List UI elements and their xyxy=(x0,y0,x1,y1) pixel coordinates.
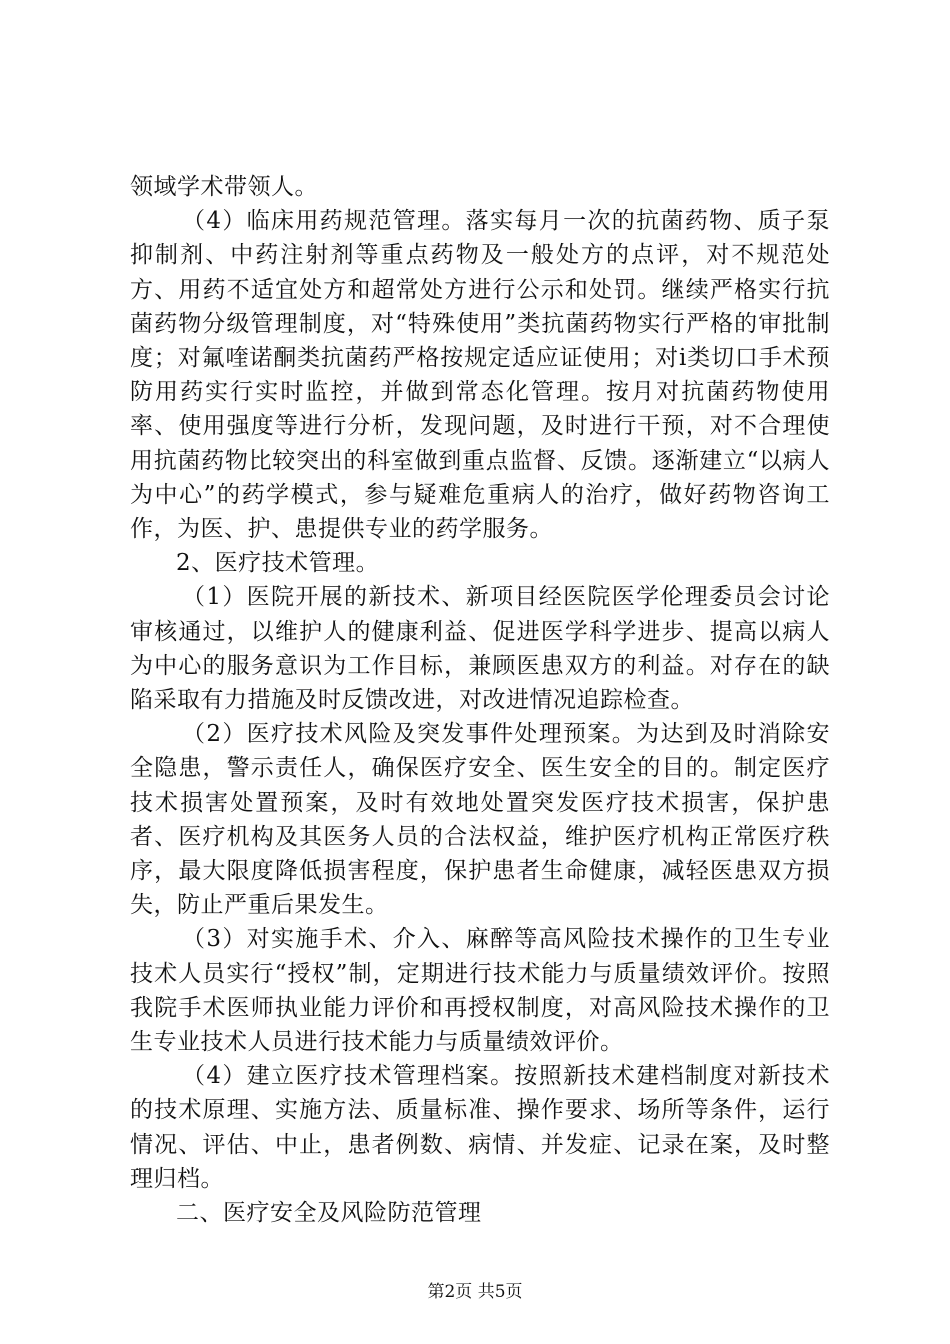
section-heading-medical-technology: 2、医疗技术管理。 xyxy=(176,550,380,577)
paragraph-continuation: 领域学术带领人。 xyxy=(130,174,318,200)
paragraph-new-technology-review: （1）医院开展的新技术、新项目经医院医学伦理委员会讨论审核通过，以维护人的健康利益、促进医学科学进步、提高以病人为中心的服务意识为工作目标，兼顾医患双方的利益。对存在的缺陷采取有力措施及时反馈改进，对改进情况追踪检查。 xyxy=(130,584,830,714)
section-heading-safety-risk: 二、医疗安全及风险防范管理 xyxy=(176,1200,482,1227)
page-footer: 第2页 共5页 xyxy=(427,1282,523,1302)
document-body xyxy=(130,170,830,1230)
paragraph-technology-archives: （4）建立医疗技术管理档案。按照新技术建档制度对新技术的技术原理、实施方法、质量标准、操作要求、场所等条件，运行情况、评估、中止，患者例数、病情、并发症、记录在案，及时整理归档。 xyxy=(130,1063,830,1192)
paragraph-risk-emergency-plan: （2）医疗技术风险及突发事件处理预案。为达到及时消除安全隐患，警示责任人，确保医疗安全、医生安全的目的。制定医疗技术损害处置预案，及时有效地处置突发医疗技术损害，保护患者、医疗机构及其医务人员的合法权益，维护医疗机构正常医疗秩序，最大限度降低损害程度，保护患者生命健康，减轻医患双方损失，防止严重后果发生。 xyxy=(130,721,830,919)
paragraph-authorization-system: （3）对实施手术、介入、麻醉等高风险技术操作的卫生专业技术人员实行“授权”制，定期进行技术能力与质量绩效评价。按照我院手术医师执业能力评价和再授权制度，对高风险技术操作的卫生专业技术人员进行技术能力与质量绩效评价。 xyxy=(130,926,830,1056)
paragraph-clinical-drug-management: （4）临床用药规范管理。落实每月一次的抗菌药物、质子泵抑制剂、中药注射剂等重点药物及一般处方的点评，对不规范处方、用药不适宜处方和超常处方进行公示和处罚。继续严格实行抗菌药物分级管理制度，对“特殊使用”类抗菌药物实行严格的审批制度；对氟喹诺酮类抗菌药严格按规定适应证使用；对ⅰ类切口手术预防用药实行实时监控，并做到常态化管理。按月对抗菌药物使用率、使用强度等进行分析，发现问题，及时进行干预，对不合理使用抗菌药物比较突出的科室做到重点监督、反馈。逐渐建立“以病人为中心”的药学模式，参与疑难危重病人的治疗，做好药物咨询工作，为医、护、患提供专业的药学服务。 xyxy=(130,208,830,543)
